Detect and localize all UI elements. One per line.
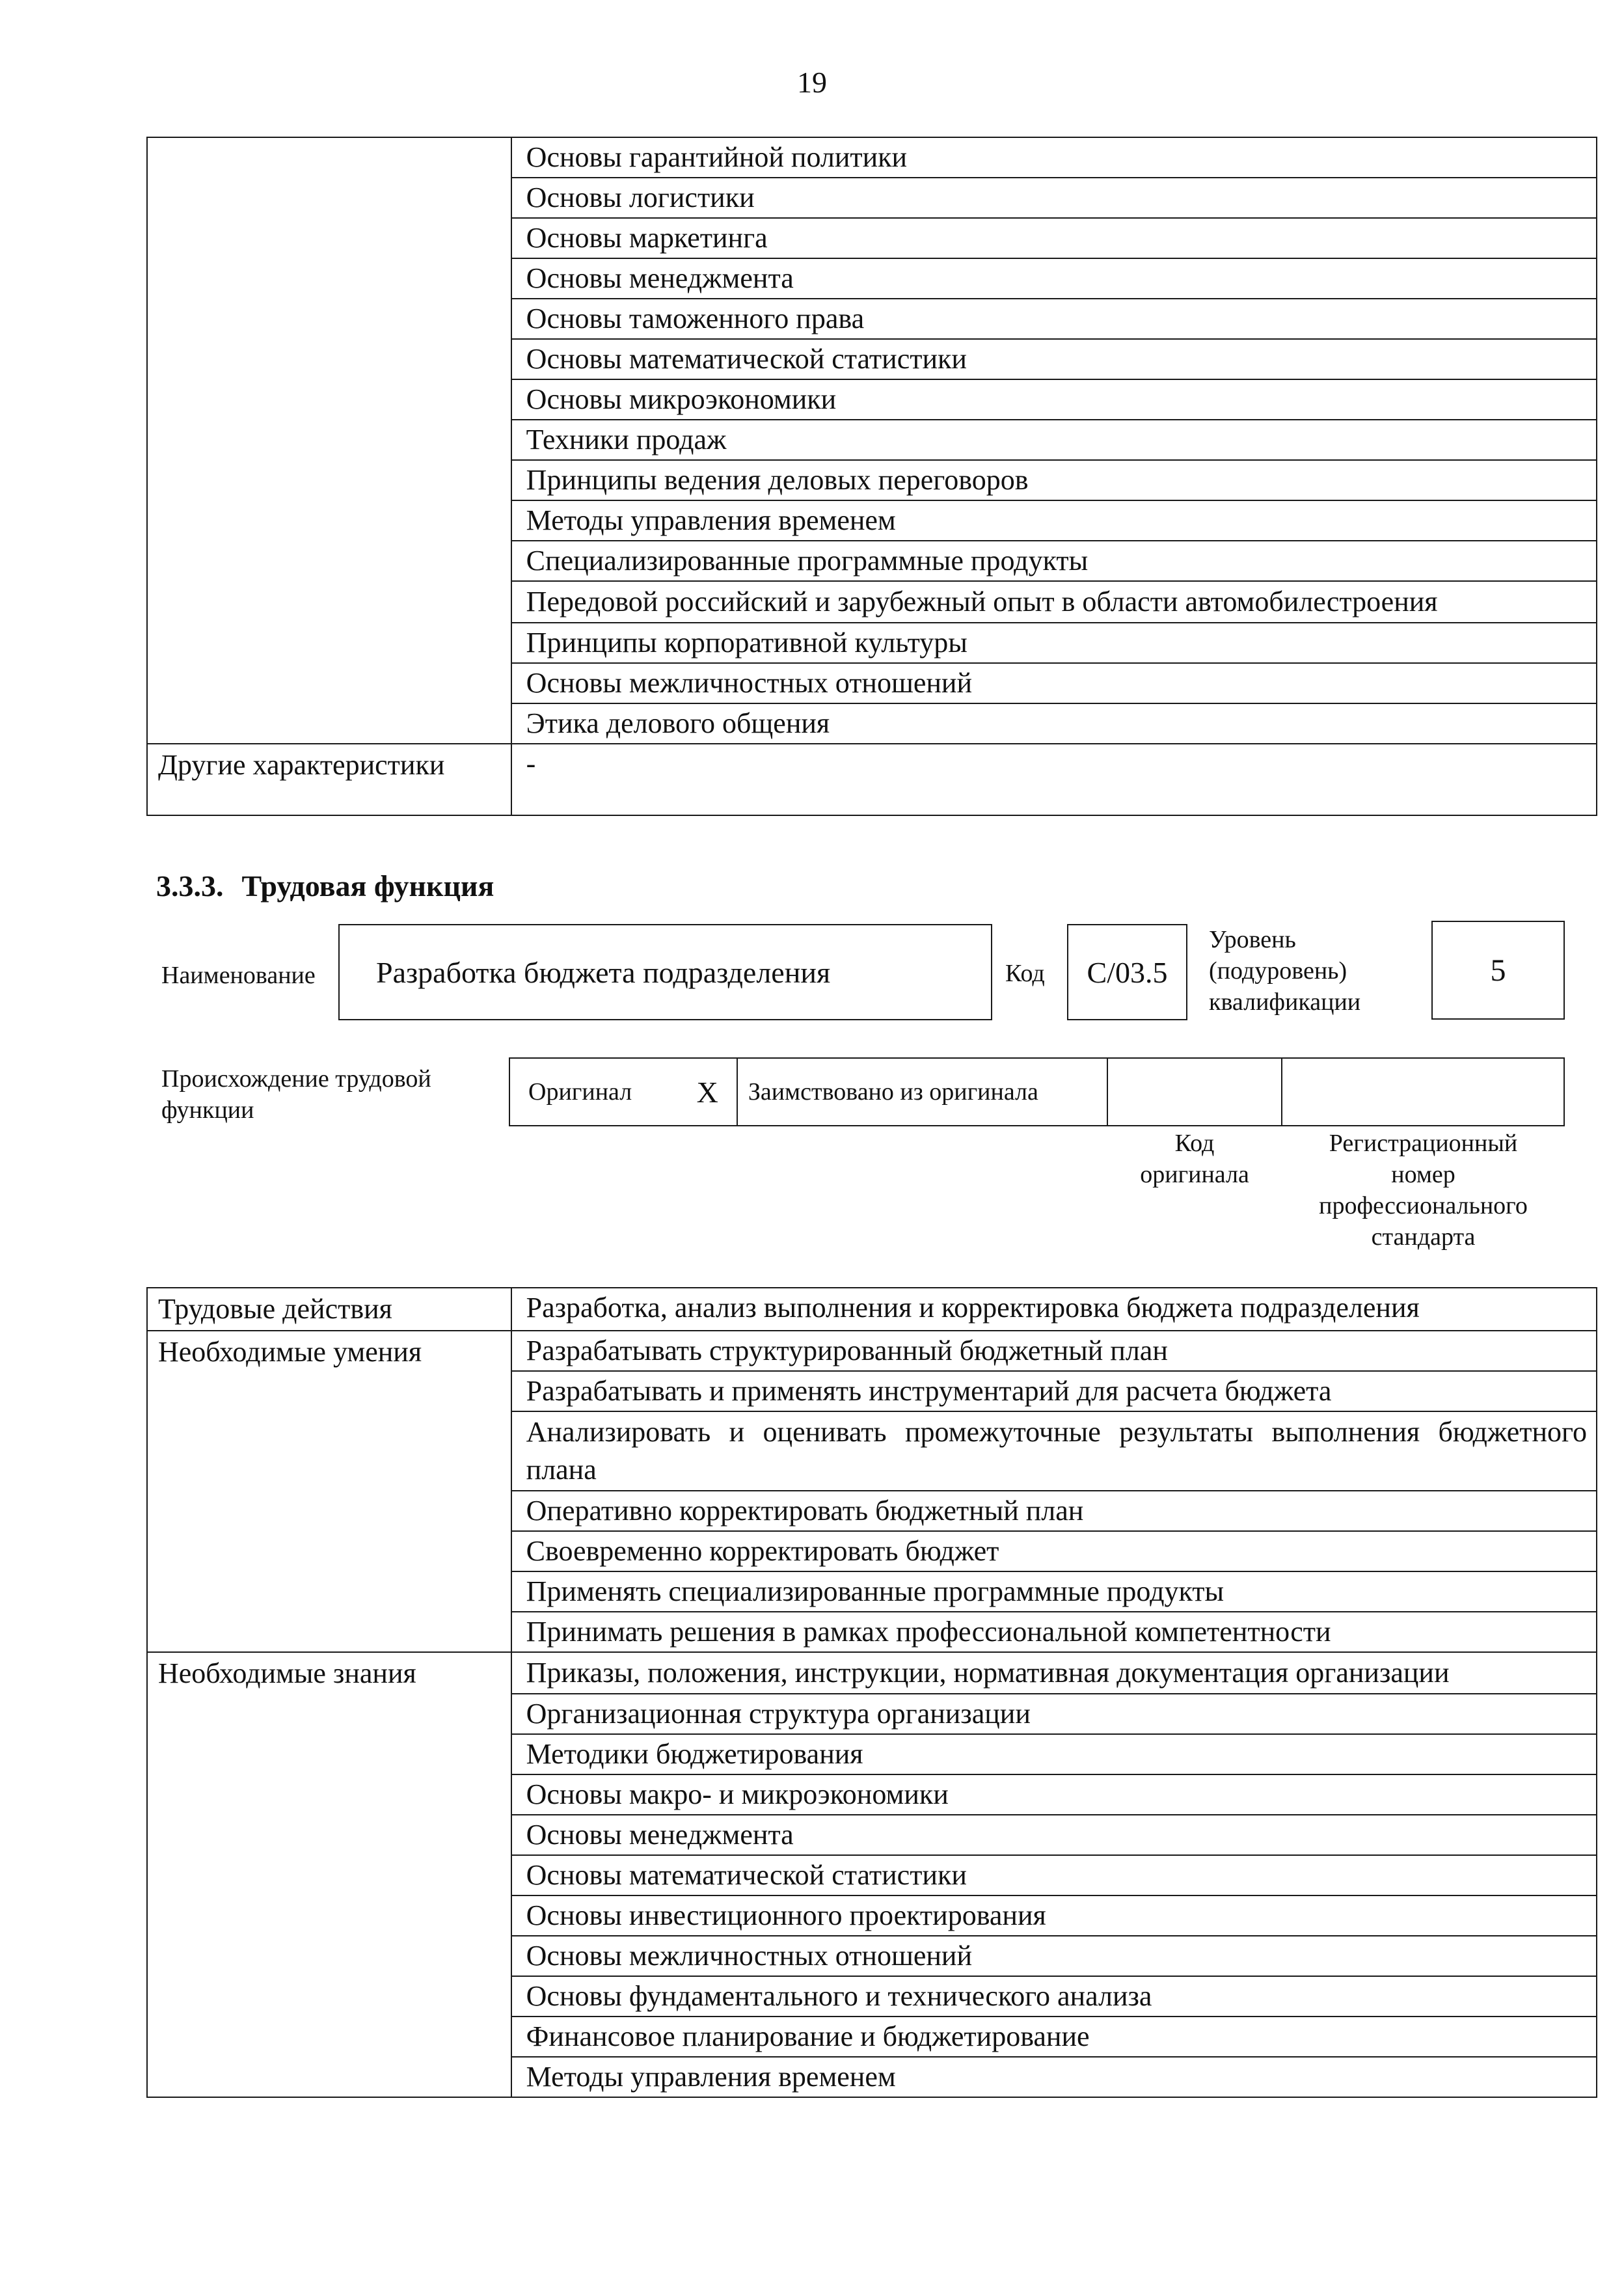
labor-function-table xyxy=(146,1287,1597,2098)
skill-item: Разрабатывать и применять инструментарий для расчета бюджета xyxy=(511,1371,1597,1411)
knowledge-item: Методы управления временем xyxy=(511,500,1597,541)
knowledge-item: Методы управления временем xyxy=(511,2057,1597,2097)
original-mark: X xyxy=(696,1075,718,1109)
function-name-value: Разработка бюджета подразделения xyxy=(376,955,831,989)
original-label: Оригинал xyxy=(528,1078,632,1106)
section-title: Трудовая функция xyxy=(241,869,494,903)
skill-item: Применять специализированные программные продукты xyxy=(511,1571,1597,1612)
knowledge-continuation-table xyxy=(146,137,1597,816)
original-code-caption: Код оригинала xyxy=(1140,1130,1249,1188)
other-characteristics-label: Другие характеристики xyxy=(147,744,511,815)
knowledge-item: Основы математической статистики xyxy=(511,339,1597,379)
page-number: 19 xyxy=(797,66,827,99)
knowledge-item: Основы межличностных отношений xyxy=(511,1936,1597,1976)
registration-number-cell xyxy=(1282,1058,1564,1126)
qualification-level-label: Уровень (подуровень) квалификации xyxy=(1209,926,1361,1016)
actions-label-cell: Трудовые действия xyxy=(147,1288,511,1331)
origin-table xyxy=(509,1057,1565,1126)
borrowed-cell xyxy=(737,1058,1107,1126)
qualification-level-value: 5 xyxy=(1490,953,1506,988)
knowledge-item: Основы гарантийной политики xyxy=(511,137,1597,178)
knowledge-item: Основы менеджмента xyxy=(511,258,1597,299)
borrowed-label: Заимствовано из оригинала xyxy=(748,1078,1038,1106)
knowledge-item: Приказы, положения, инструкции, нормативная документация организации xyxy=(511,1652,1597,1694)
knowledge-item: Финансовое планирование и бюджетирование xyxy=(511,2017,1597,2057)
code-box xyxy=(1067,924,1187,1020)
knowledge-item: Основы микроэкономики xyxy=(511,379,1597,420)
knowledge-item: Основы межличностных отношений xyxy=(511,663,1597,703)
skill-item: Разрабатывать структурированный бюджетный план xyxy=(511,1331,1597,1371)
name-label: Наименование xyxy=(161,962,316,989)
registration-number-caption: Регистрационный номер профессионального стандарта xyxy=(1319,1130,1528,1251)
knowledge-item: Основы таможенного права xyxy=(511,299,1597,339)
code-label: Код xyxy=(1005,960,1045,987)
original-cell xyxy=(509,1058,737,1126)
knowledge-label-cell: Необходимые знания xyxy=(147,1652,511,2097)
knowledge-item: Основы маркетинга xyxy=(511,218,1597,258)
skill-item: Оперативно корректировать бюджетный план xyxy=(511,1491,1597,1531)
knowledge-item: Методики бюджетирования xyxy=(511,1734,1597,1774)
knowledge-item: Специализированные программные продукты xyxy=(511,541,1597,581)
knowledge-item: Основы менеджмента xyxy=(511,1815,1597,1855)
function-name-box xyxy=(338,924,992,1020)
origin-label: Происхождение трудовой функции xyxy=(161,1065,431,1124)
knowledge-item: Этика делового общения xyxy=(511,703,1597,744)
knowledge-item: Основы макро- и микроэкономики xyxy=(511,1774,1597,1815)
other-characteristics-value: - xyxy=(511,744,1597,815)
qualification-level-box xyxy=(1431,921,1565,1020)
section-heading xyxy=(156,869,494,903)
section-number: 3.3.3. xyxy=(156,869,224,903)
knowledge-item: Основы фундаментального и технического анализа xyxy=(511,1976,1597,2017)
knowledge-item: Принципы корпоративной культуры xyxy=(511,623,1597,663)
knowledge-item: Передовой российский и зарубежный опыт в области автомобилестроения xyxy=(511,581,1597,623)
skill-item: Анализировать и оценивать промежуточные результаты выполнения бюджетного плана xyxy=(511,1411,1597,1491)
knowledge-item: Основы инвестиционного проектирования xyxy=(511,1895,1597,1936)
action-item: Разработка, анализ выполнения и корректировка бюджета подразделения xyxy=(511,1288,1597,1331)
code-value: C/03.5 xyxy=(1087,955,1168,989)
skills-label-cell: Необходимые умения xyxy=(147,1331,511,1652)
original-code-cell xyxy=(1107,1058,1282,1126)
knowledge-item: Техники продаж xyxy=(511,420,1597,460)
knowledge-item: Принципы ведения деловых переговоров xyxy=(511,460,1597,500)
skill-item: Своевременно корректировать бюджет xyxy=(511,1531,1597,1571)
knowledge-item: Организационная структура организации xyxy=(511,1694,1597,1734)
knowledge-label-cell xyxy=(147,137,511,744)
knowledge-item: Основы логистики xyxy=(511,178,1597,218)
knowledge-item: Основы математической статистики xyxy=(511,1855,1597,1895)
skill-item: Принимать решения в рамках профессиональной компетентности xyxy=(511,1612,1597,1652)
